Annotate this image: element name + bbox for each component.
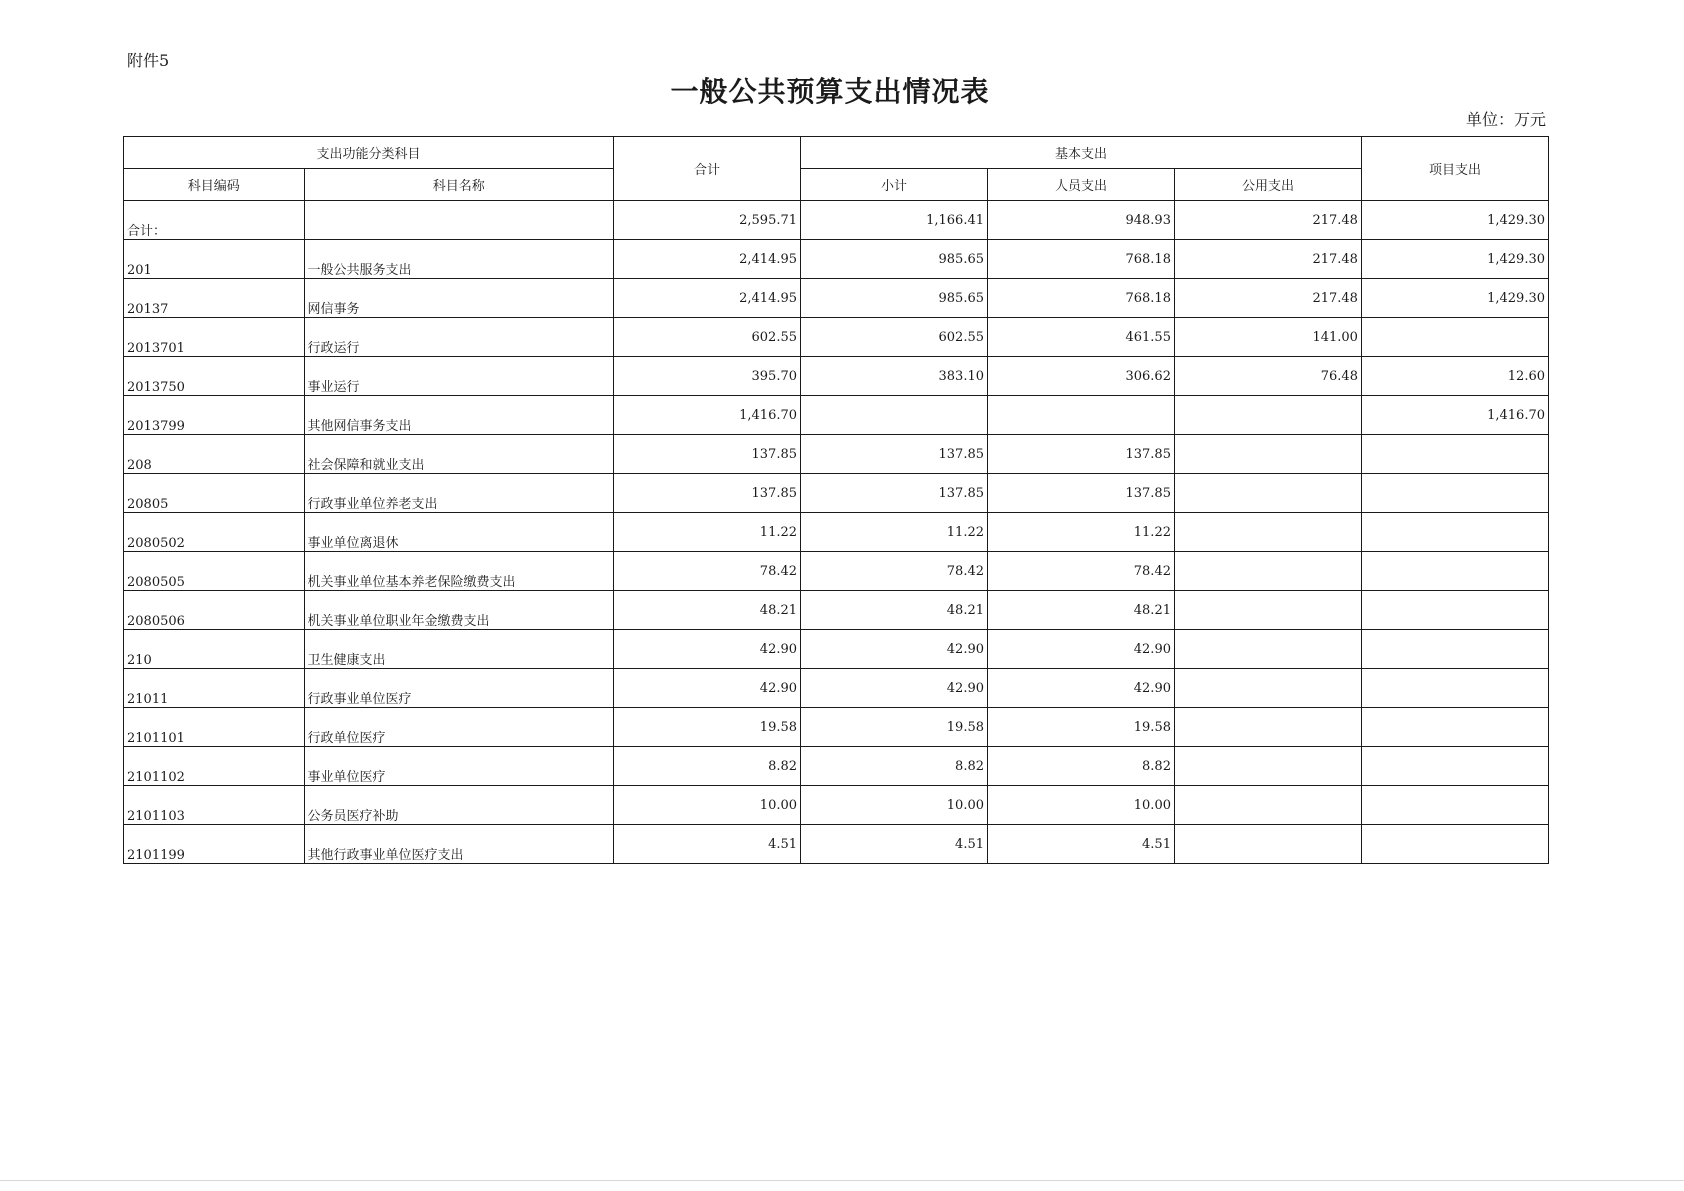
cell-project (1361, 474, 1548, 513)
cell-project (1361, 669, 1548, 708)
header-personnel: 人员支出 (988, 169, 1175, 201)
cell-project (1361, 630, 1548, 669)
cell-personnel: 42.90 (988, 669, 1175, 708)
cell-public: 217.48 (1174, 240, 1361, 279)
cell-name: 网信事务 (304, 279, 614, 318)
cell-public: 141.00 (1174, 318, 1361, 357)
cell-personnel: 4.51 (988, 825, 1175, 864)
cell-code: 2101103 (124, 786, 305, 825)
cell-personnel: 948.93 (988, 201, 1175, 240)
cell-personnel: 19.58 (988, 708, 1175, 747)
cell-personnel: 48.21 (988, 591, 1175, 630)
table-row (124, 669, 1549, 708)
table-row (124, 435, 1549, 474)
cell-code: 208 (124, 435, 305, 474)
cell-project: 12.60 (1361, 357, 1548, 396)
cell-total: 48.21 (614, 591, 801, 630)
cell-subtotal: 78.42 (801, 552, 988, 591)
cell-subtotal: 48.21 (801, 591, 988, 630)
cell-subtotal: 4.51 (801, 825, 988, 864)
table-row (124, 396, 1549, 435)
cell-personnel: 137.85 (988, 474, 1175, 513)
cell-project (1361, 708, 1548, 747)
cell-total: 395.70 (614, 357, 801, 396)
table-row (124, 513, 1549, 552)
cell-personnel: 306.62 (988, 357, 1175, 396)
cell-public (1174, 708, 1361, 747)
table-row (124, 552, 1549, 591)
cell-personnel: 11.22 (988, 513, 1175, 552)
cell-personnel: 137.85 (988, 435, 1175, 474)
header-basic-expenditure: 基本支出 (801, 137, 1362, 169)
table-row (124, 708, 1549, 747)
cell-subtotal: 602.55 (801, 318, 988, 357)
cell-subtotal (801, 396, 988, 435)
cell-name: 事业运行 (304, 357, 614, 396)
header-name: 科目名称 (304, 169, 614, 201)
cell-name: 事业单位医疗 (304, 747, 614, 786)
cell-project (1361, 318, 1548, 357)
cell-public (1174, 435, 1361, 474)
cell-project (1361, 435, 1548, 474)
table-body (124, 201, 1549, 864)
cell-project: 1,429.30 (1361, 240, 1548, 279)
cell-code: 20137 (124, 279, 305, 318)
table-row (124, 240, 1549, 279)
cell-name (304, 201, 614, 240)
cell-total: 78.42 (614, 552, 801, 591)
cell-subtotal: 137.85 (801, 435, 988, 474)
cell-name: 机关事业单位基本养老保险缴费支出 (304, 552, 614, 591)
cell-public (1174, 552, 1361, 591)
cell-personnel: 42.90 (988, 630, 1175, 669)
cell-total: 1,416.70 (614, 396, 801, 435)
header-code: 科目编码 (124, 169, 305, 201)
cell-total: 8.82 (614, 747, 801, 786)
cell-name: 一般公共服务支出 (304, 240, 614, 279)
cell-personnel: 768.18 (988, 279, 1175, 318)
table-header (124, 137, 1549, 201)
cell-name: 机关事业单位职业年金缴费支出 (304, 591, 614, 630)
cell-code: 2080506 (124, 591, 305, 630)
cell-name: 事业单位离退休 (304, 513, 614, 552)
cell-code: 2013750 (124, 357, 305, 396)
cell-total: 4.51 (614, 825, 801, 864)
table-row (124, 318, 1549, 357)
cell-name: 其他网信事务支出 (304, 396, 614, 435)
table-row (124, 279, 1549, 318)
cell-public (1174, 396, 1361, 435)
cell-code: 2101102 (124, 747, 305, 786)
attachment-label: 附件5 (127, 51, 170, 70)
cell-project (1361, 513, 1548, 552)
cell-total: 2,595.71 (614, 201, 801, 240)
cell-subtotal: 42.90 (801, 669, 988, 708)
cell-personnel (988, 396, 1175, 435)
cell-code: 2080505 (124, 552, 305, 591)
cell-personnel: 8.82 (988, 747, 1175, 786)
budget-expenditure-table (123, 136, 1549, 864)
header-total: 合计 (614, 137, 801, 201)
cell-subtotal: 985.65 (801, 279, 988, 318)
cell-project (1361, 591, 1548, 630)
cell-public: 217.48 (1174, 279, 1361, 318)
cell-total: 42.90 (614, 669, 801, 708)
cell-total: 10.00 (614, 786, 801, 825)
table-row (124, 630, 1549, 669)
table-row (124, 357, 1549, 396)
cell-subtotal: 8.82 (801, 747, 988, 786)
cell-total: 137.85 (614, 435, 801, 474)
cell-subtotal: 10.00 (801, 786, 988, 825)
cell-code: 20805 (124, 474, 305, 513)
cell-name: 社会保障和就业支出 (304, 435, 614, 474)
table-row (124, 591, 1549, 630)
cell-total: 11.22 (614, 513, 801, 552)
cell-personnel: 10.00 (988, 786, 1175, 825)
cell-public: 76.48 (1174, 357, 1361, 396)
cell-project: 1,429.30 (1361, 279, 1548, 318)
cell-project (1361, 825, 1548, 864)
cell-name: 卫生健康支出 (304, 630, 614, 669)
cell-project (1361, 552, 1548, 591)
cell-subtotal: 19.58 (801, 708, 988, 747)
table-row (124, 474, 1549, 513)
cell-code: 210 (124, 630, 305, 669)
header-functional-category: 支出功能分类科目 (124, 137, 614, 169)
cell-public: 217.48 (1174, 201, 1361, 240)
cell-total: 2,414.95 (614, 240, 801, 279)
cell-project (1361, 786, 1548, 825)
cell-public (1174, 669, 1361, 708)
cell-name: 行政运行 (304, 318, 614, 357)
table-row (124, 201, 1549, 240)
cell-total: 137.85 (614, 474, 801, 513)
cell-project: 1,416.70 (1361, 396, 1548, 435)
page-title: 一般公共预算支出情况表 (670, 75, 990, 108)
cell-name: 行政事业单位医疗 (304, 669, 614, 708)
table-row (124, 825, 1549, 864)
table-row (124, 747, 1549, 786)
cell-personnel: 461.55 (988, 318, 1175, 357)
cell-name: 公务员医疗补助 (304, 786, 614, 825)
cell-subtotal: 1,166.41 (801, 201, 988, 240)
cell-public (1174, 825, 1361, 864)
cell-public (1174, 513, 1361, 552)
cell-personnel: 768.18 (988, 240, 1175, 279)
cell-personnel: 78.42 (988, 552, 1175, 591)
header-public: 公用支出 (1174, 169, 1361, 201)
cell-subtotal: 11.22 (801, 513, 988, 552)
cell-project: 1,429.30 (1361, 201, 1548, 240)
cell-project (1361, 747, 1548, 786)
table-row (124, 786, 1549, 825)
cell-total: 19.58 (614, 708, 801, 747)
cell-code: 21011 (124, 669, 305, 708)
cell-public (1174, 747, 1361, 786)
cell-total: 2,414.95 (614, 279, 801, 318)
cell-code: 合计： (124, 201, 305, 240)
cell-name: 行政单位医疗 (304, 708, 614, 747)
header-project-expenditure: 项目支出 (1361, 137, 1548, 201)
cell-subtotal: 985.65 (801, 240, 988, 279)
cell-code: 2101101 (124, 708, 305, 747)
cell-public (1174, 786, 1361, 825)
cell-code: 201 (124, 240, 305, 279)
cell-public (1174, 630, 1361, 669)
cell-total: 42.90 (614, 630, 801, 669)
cell-code: 2013701 (124, 318, 305, 357)
cell-subtotal: 137.85 (801, 474, 988, 513)
cell-name: 行政事业单位养老支出 (304, 474, 614, 513)
cell-code: 2080502 (124, 513, 305, 552)
cell-name: 其他行政事业单位医疗支出 (304, 825, 614, 864)
cell-subtotal: 383.10 (801, 357, 988, 396)
header-subtotal: 小计 (801, 169, 988, 201)
cell-subtotal: 42.90 (801, 630, 988, 669)
page-edge-divider (0, 1180, 1684, 1181)
cell-code: 2013799 (124, 396, 305, 435)
unit-label: 单位：万元 (1465, 110, 1546, 129)
cell-public (1174, 591, 1361, 630)
cell-code: 2101199 (124, 825, 305, 864)
cell-total: 602.55 (614, 318, 801, 357)
cell-public (1174, 474, 1361, 513)
